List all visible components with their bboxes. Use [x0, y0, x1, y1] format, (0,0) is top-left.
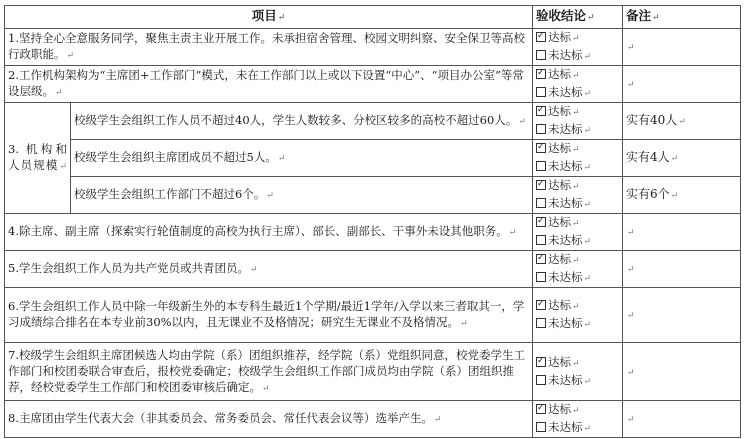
checked-box-icon[interactable]	[536, 357, 546, 367]
item-text: 4.除主席、副主席（探索实行轮值制度的高校为执行主席）、部长、副部长、干事外未设其他职务。↵	[5, 214, 533, 251]
result-cell	[533, 343, 623, 401]
result-cell	[533, 29, 623, 66]
item-text: 8.主席团由学生代表大会（非其委员会、常务委员会、常任代表会议等）选举产生。↵	[5, 401, 533, 438]
item-text: 校级学生会组织主席团成员不超过5人。↵	[71, 140, 533, 177]
option-fail[interactable]: 未达标↵	[536, 315, 619, 333]
note-cell: ↵	[623, 288, 741, 343]
item-text: 校级学生会组织工作人员不超过40人，学生人数较多、分校区较多的高校不超过60人。↵	[71, 103, 533, 140]
result-cell	[533, 177, 623, 214]
unchecked-box-icon[interactable]	[536, 375, 546, 385]
checked-box-icon[interactable]	[536, 404, 546, 414]
item-text: 1.坚持全心全意服务同学，聚焦主责主业开展工作。未承担宿舍管理、校园文明纠察、安全保卫等高校行政职能。↵	[5, 29, 533, 66]
table-row	[5, 401, 741, 438]
option-pass[interactable]: ✓达标↵	[536, 297, 619, 315]
result-cell	[533, 103, 623, 140]
unchecked-box-icon[interactable]	[536, 161, 546, 171]
table-row	[5, 140, 741, 177]
item-text: 6.学生会组织工作人员中除一年级新生外的本专科生最近1个学期/最近1学年/入学以来三者取其一，学习成绩综合排名在本专业前30%以内，且无课业不及格情况；研究生无课业不及格情况。↵	[5, 288, 533, 343]
note-cell: 实有4人↵	[623, 140, 741, 177]
option-pass[interactable]: ✓达标↵	[536, 29, 619, 47]
option-fail[interactable]: 未达标↵	[536, 158, 619, 176]
option-pass[interactable]: ✓达标↵	[536, 401, 619, 419]
option-pass[interactable]: ✓达标↵	[536, 66, 619, 84]
header-result: 验收结论↵	[533, 6, 623, 29]
checked-box-icon[interactable]	[536, 106, 546, 116]
option-pass[interactable]: ✓达标↵	[536, 103, 619, 121]
note-cell: 实有6个↵	[623, 177, 741, 214]
table-row	[5, 214, 741, 251]
item-text: 校级学生会组织工作部门不超过6个。↵	[71, 177, 533, 214]
option-fail[interactable]: 未达标↵	[536, 47, 619, 65]
table-row	[5, 251, 741, 288]
header-row	[5, 6, 741, 29]
unchecked-box-icon[interactable]	[536, 422, 546, 432]
checked-box-icon[interactable]	[536, 254, 546, 264]
note-cell: ↵	[623, 251, 741, 288]
result-cell	[533, 140, 623, 177]
table-row	[5, 288, 741, 343]
unchecked-box-icon[interactable]	[536, 272, 546, 282]
option-pass[interactable]: ✓达标↵	[536, 214, 619, 232]
checked-box-icon[interactable]	[536, 180, 546, 190]
note-cell: ↵	[623, 66, 741, 103]
option-fail[interactable]: 未达标↵	[536, 84, 619, 102]
option-fail[interactable]: 未达标↵	[536, 232, 619, 250]
result-cell	[533, 288, 623, 343]
option-pass[interactable]: ✓达标↵	[536, 354, 619, 372]
checked-box-icon[interactable]	[536, 217, 546, 227]
item-text: 5.学生会组织工作人员为共产党员或共青团员。↵	[5, 251, 533, 288]
option-pass[interactable]: ✓达标↵	[536, 177, 619, 195]
result-cell	[533, 251, 623, 288]
result-cell	[533, 66, 623, 103]
unchecked-box-icon[interactable]	[536, 198, 546, 208]
unchecked-box-icon[interactable]	[536, 50, 546, 60]
checked-box-icon[interactable]	[536, 143, 546, 153]
checked-box-icon[interactable]	[536, 69, 546, 79]
unchecked-box-icon[interactable]	[536, 318, 546, 328]
option-pass[interactable]: ✓达标↵	[536, 140, 619, 158]
note-cell: ↵	[623, 343, 741, 401]
table-row	[5, 343, 741, 401]
option-fail[interactable]: 未达标↵	[536, 372, 619, 390]
item-text: 7.校级学生会组织主席团候选人均由学院（系）团组织推荐，经学院（系）党组织同意，校党委学生工作部门和校团委联合审查后，报校党委确定；校级学生会组织工作部门成员均由学院（系）团组织推荐，经校党委学生工作部门和校团委审核后确定。↵	[5, 343, 533, 401]
option-fail[interactable]: 未达标↵	[536, 121, 619, 139]
acceptance-table	[4, 5, 741, 438]
header-item: 项目↵	[5, 6, 533, 29]
table-row	[5, 103, 741, 140]
result-cell	[533, 214, 623, 251]
result-cell	[533, 401, 623, 438]
option-fail[interactable]: 未达标↵	[536, 419, 619, 437]
item-text: 2.工作机构架构为“主席团+工作部门”模式，未在工作部门以上或以下设置“中心”、“项目办公室”等常设层级。↵	[5, 66, 533, 103]
unchecked-box-icon[interactable]	[536, 87, 546, 97]
table-row	[5, 66, 741, 103]
table-row	[5, 177, 741, 214]
checked-box-icon[interactable]	[536, 32, 546, 42]
note-cell: ↵	[623, 401, 741, 438]
option-pass[interactable]: ✓达标↵	[536, 251, 619, 269]
option-fail[interactable]: 未达标↵	[536, 195, 619, 213]
note-cell: 实有40人↵	[623, 103, 741, 140]
option-fail[interactable]: 未达标↵	[536, 269, 619, 287]
note-cell: ↵	[623, 214, 741, 251]
checked-box-icon[interactable]	[536, 300, 546, 310]
group-label: 3. 机构和人员规模↵	[5, 103, 71, 214]
unchecked-box-icon[interactable]	[536, 235, 546, 245]
table-row	[5, 29, 741, 66]
header-note: 备注↵	[623, 6, 741, 29]
note-cell: ↵	[623, 29, 741, 66]
unchecked-box-icon[interactable]	[536, 124, 546, 134]
